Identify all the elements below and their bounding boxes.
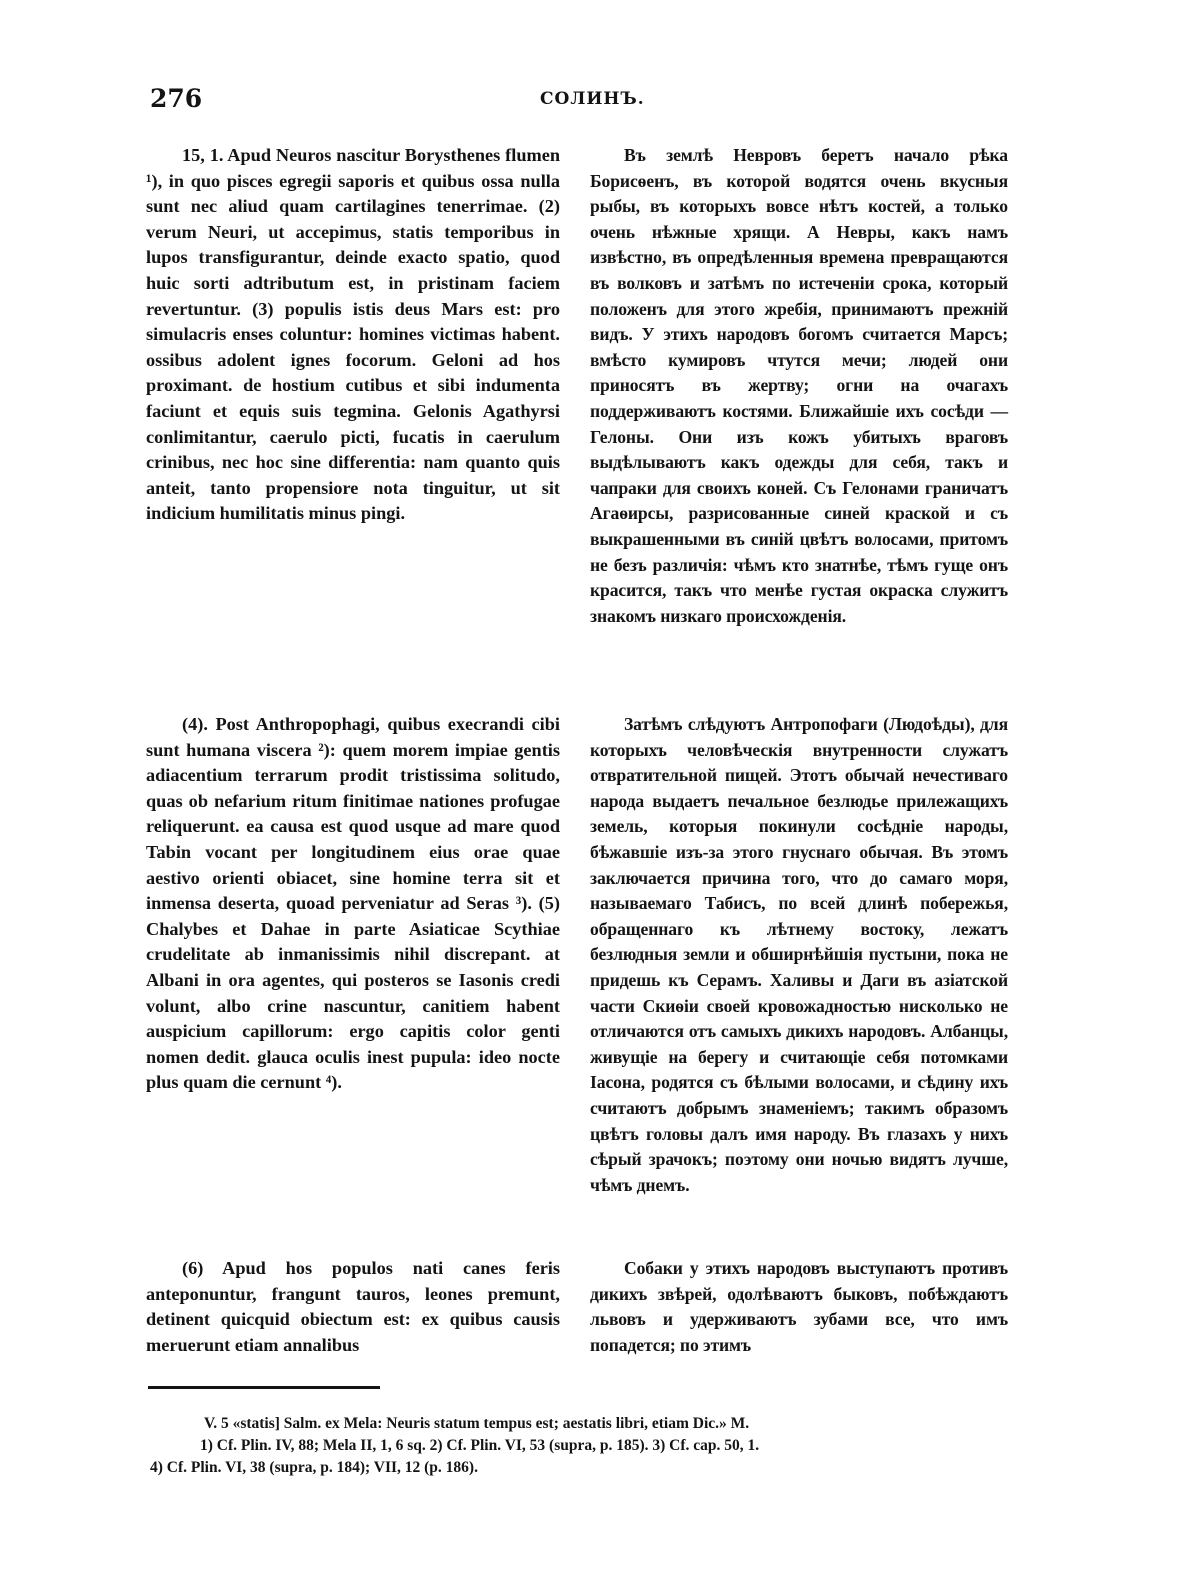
- footnote-line: V. 5 «statis] Salm. ex Mela: Neuris statum tempus est; aestatis libri, etiam Dic.» M.: [204, 1415, 750, 1432]
- footnote-line: 4) Cf. Plin. VI, 38 (supra, p. 184); VII, 12 (p. 186).: [150, 1459, 478, 1476]
- latin-column-block-3: [146, 1256, 560, 1358]
- russian-paragraph: Собаки у этихъ народовъ выступаютъ противъ дикихъ звѣрей, одолѣваютъ быковъ, побѣждаютъ львовъ и удерживаютъ зубами все, что имъ попадется; по этимъ: [590, 1258, 1008, 1355]
- russian-paragraph: Въ землѣ Невровъ беретъ начало рѣка Борисѳенъ, въ которой водятся очень вкусныя рыбы, въ которыхъ вовсе нѣтъ костей, а только очень нѣжные хрящи. А Невры, какъ намъ извѣстно, въ опредѣленныя времена превращаются въ волковъ и затѣмъ по истеченіи срока, который положенъ для этого жребія, принимаютъ прежній видъ. У этихъ народовъ богомъ считается Марсъ; вмѣсто кумировъ чтутся мечи; людей они приносятъ въ жертву; огни на очагахъ поддерживаютъ костями. Ближайшіе ихъ сосѣди — Гелоны. Они изъ кожъ убитыхъ враговъ выдѣлываютъ какъ одежды для себя, такъ и чапраки для своихъ коней. Съ Гелонами граничатъ Агаѳирсы, разрисованные синей краской и съ выкрашенными въ синій цвѣтъ волосами, притомъ не безъ различія: чѣмъ кто знатнѣе, тѣмъ гуще онъ красится, такъ что менѣе густая окраска служитъ знакомъ низкаго происхожденія.: [590, 145, 1008, 626]
- footnote-divider: [148, 1386, 380, 1389]
- running-title: СОЛИНЪ.: [540, 89, 645, 109]
- latin-column-block-1: [146, 143, 560, 527]
- latin-paragraph: (4). Post Anthropophagi, quibus execrandi cibi sunt humana viscera ²): quem morem impiae gentis adiacentium terrarum prodit tristissima solitudo, quas ob nefarium ritum finitimae nationes profugae reliquerunt. ea causa est quod usque ad mare quod Tabin vocant per longitudinem eius orae quae aestivo orienti obiacet, sine homine terra sit et inmensa deserta, quoad perveniatur ad Seras ³). (5) Chalybes et Dahae in parte Asiaticae Scythiae crudelitate ab inmanissimis nihil discrepant. at Albani in ora agentes, qui posteros se Iasonis credi volunt, albo crine nascuntur, canitiem habent auspicium capillorum: ergo capitis color genti nomen dedit. glauca oculis inest pupula: ideo nocte plus quam die cernunt ⁴).: [146, 714, 560, 1093]
- latin-paragraph: (6) Apud hos populos nati canes feris anteponuntur, frangunt tauros, leones premunt, detinent quicquid obiectum est: ex quibus causis meruerunt etiam annalibus: [146, 1258, 560, 1355]
- russian-column-block-3: [590, 1256, 1008, 1358]
- latin-paragraph: 15, 1. Apud Neuros nascitur Borysthenes flumen ¹), in quo pisces egregii saporis et quibus ossa nulla sunt nec aliud quam cartilagines tenerrimae. (2) verum Neuri, ut accepimus, statis temporibus in lupos transfigurantur, deinde exacto spatio, quod huic sorti adtributum est, in pristinam faciem revertuntur. (3) populis istis deus Mars est: pro simulacris enses coluntur: homines victimas habent. ossibus adolent ignes focorum. Geloni ad hos proximant. de hostium cutibus et sibi indumenta faciunt et equis suis tegmina. Gelonis Agathyrsi conlimitantur, caerulo picti, fucatis in caerulum crinibus, nec hoc sine differentia: nam quanto quis anteit, tanto propensiore nota tinguitur, ut sit indicium humilitatis minus pingi.: [146, 145, 560, 524]
- russian-paragraph: Затѣмъ слѣдуютъ Антропофаги (Людоѣды), для которыхъ человѣческія внутренности служатъ отвратительной пищей. Этотъ обычай нечестиваго народа выдаетъ печальное безлюдье прилежащихъ земель, которыя покинули сосѣдніе народы, бѣжавшіе изъ-за этого гнуснаго обычая. Въ этомъ заключается причина того, что до самаго моря, называемаго Табисъ, по всей длинѣ побережья, обращеннаго къ лѣтнему востоку, лежатъ безлюдныя земли и обширнѣйшія пустыни, пока не придешь къ Серамъ. Халивы и Даги въ азіатской части Скиѳіи своей кровожадностью нисколько не отличаются отъ самыхъ дикихъ народовъ. Албанцы, живущіе на берегу и считающіе себя потомками Іасона, родятся съ бѣлыми волосами, и сѣдину ихъ считаютъ добрымъ знаменіемъ; такимъ образомъ цвѣтъ головы далъ имя народу. Въ глазахъ у нихъ сѣрый зрачокъ; поэтому они ночью видятъ лучше, чѣмъ днемъ.: [590, 714, 1008, 1195]
- latin-column-block-2: [146, 712, 560, 1096]
- russian-column-block-1: [590, 143, 1008, 629]
- page-number: 276: [150, 84, 203, 113]
- russian-column-block-2: [590, 712, 1008, 1198]
- footnote-line: 1) Cf. Plin. IV, 88; Mela II, 1, 6 sq. 2) Cf. Plin. VI, 53 (supra, p. 185). 3) Cf. cap. 50, 1.: [200, 1437, 760, 1454]
- footnotes: [150, 1413, 1010, 1479]
